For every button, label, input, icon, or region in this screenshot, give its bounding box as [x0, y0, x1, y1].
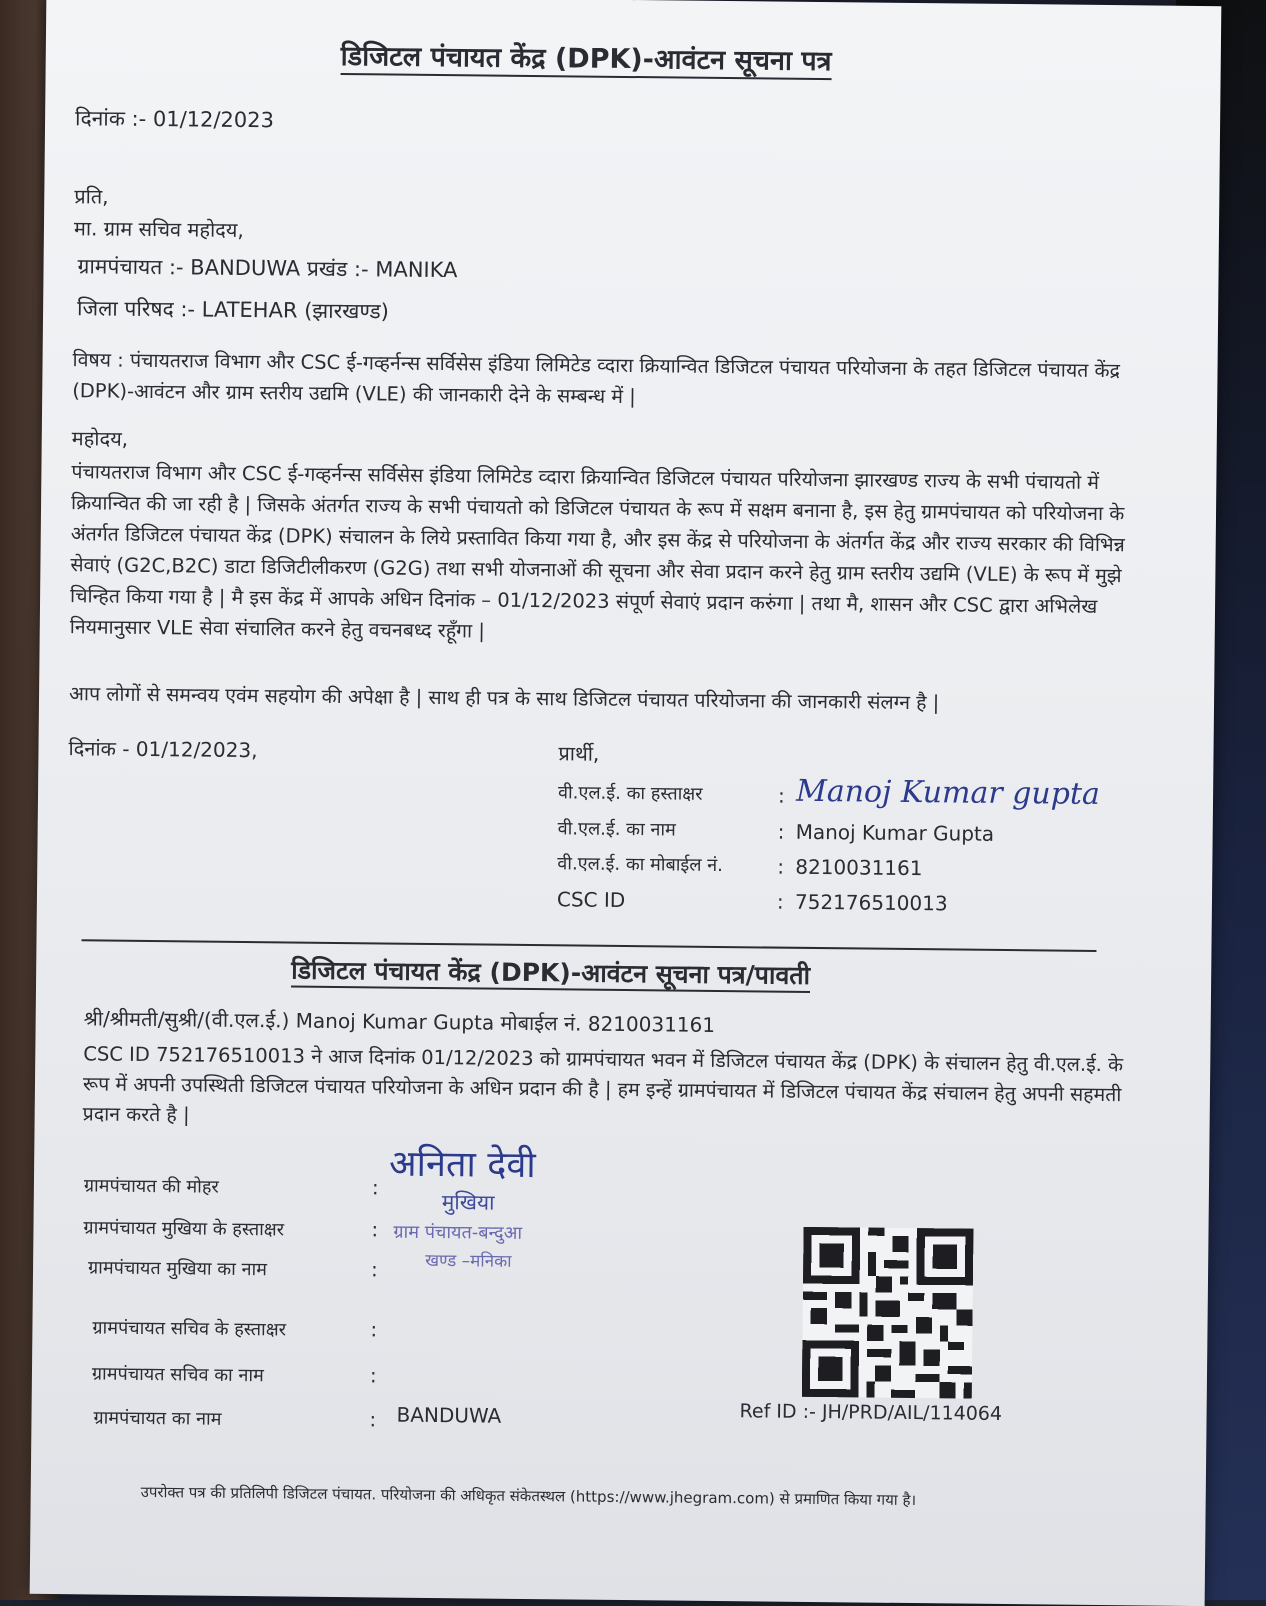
receipt-body: CSC ID 752176510013 ने आज दिनांक 01/12/2023 को ग्रामपंचायत भवन में डिजिटल पंचायत केंद्र (DPK) के संचालन हेतु वी.एल.ई. के रूप में अपनी उपस्थिती डिजिटल पंचायत परियोजना के अधिन प्रदान की है | हम इन्हें ग्रामपंचायत में डिजिटल पंचायत केंद्र संचालन हेतु अपनी सहमती प्रदान करते है |: [82, 1042, 1124, 1127]
sachiv-signature-label: ग्रामपंचायत सचिव के हस्ताक्षर: [92, 1317, 287, 1341]
vle-mobile-label: वी.एल.ई. का मोबाईल नं.: [557, 853, 724, 877]
letter-title: डिजिटल पंचायत केंद्र (DPK)-आवंटन सूचना पत्र: [341, 45, 832, 80]
to-label: प्रति,: [74, 184, 109, 209]
mukhiya-signature-label: ग्रामपंचायत मुखिया के हस्ताक्षर: [83, 1217, 285, 1241]
mukhiya-signature: अनिता देवी: [388, 1143, 536, 1187]
gp-seal-label: ग्रामपंचायत की मोहर: [83, 1175, 219, 1198]
colon: :: [777, 819, 785, 844]
gp-name-value: BANDUWA: [396, 1402, 502, 1428]
vle-name: Manoj Kumar Gupta: [795, 819, 995, 846]
vle-name-label: वी.एल.ई. का नाम: [557, 818, 676, 841]
district-line: जिला परिषद :- LATEHAR (झारखण्ड): [76, 296, 389, 324]
qr-code: [802, 1227, 974, 1399]
request-line: आप लोगों से समन्वय एवंम सहयोग की अपेक्षा है | साथ ही पत्र के साथ डिजिटल पंचायत परियोजना की जानकारी संलग्न है |: [68, 682, 940, 715]
subject: विषय : पंचायतराज विभाग और CSC ई-गव्हर्नन्स सर्विसेस इंडिया लिमिटेड व्दारा क्रियान्वित डिजिटल पंचायत परियोजना के तहत डिजिटल पंचायत केंद्र (DPK)-आवंटन और ग्राम स्तरीय उद्यमि (VLE) की जानकारी देने के सम्बन्ध में |: [72, 348, 1120, 409]
colon: :: [776, 889, 784, 914]
section-divider: [81, 939, 1096, 952]
csc-id-label: CSC ID: [556, 887, 626, 913]
colon: :: [370, 1317, 378, 1342]
addressee: मा. ग्राम सचिव महोदय,: [73, 216, 244, 242]
gram-panchayat-line: ग्रामपंचायत :- BANDUWA प्रखंड :- MANIKA: [77, 254, 458, 283]
footer-note: उपरोक्त पत्र की प्रतिलिपी डिजिटल पंचायत. परियोजना की अधिकृत संकेतस्थल (https://www.jhegram.com) से प्रमाणित किया गया है।: [140, 1482, 917, 1510]
vle-mobile: 8210031161: [795, 854, 923, 881]
letter-body: पंचायतराज विभाग और CSC ई-गव्हर्नन्स सर्विसेस इंडिया लिमिटेड व्दारा क्रियान्वित डिजिटल पंचायत परियोजना झारखण्ड राज्य के सभी पंचायतो में क्रियान्वित की जा रही है | जिसके अंतर्गत राज्य के सभी पंचायतो को डिजिटल पंचायत के रूप में सक्षम बनाना है, इस हेतु ग्रामपंचायत को परियोजना के अंतर्गत डिजिटल पंचायत केंद्र (DPK) संचालन के लिये प्रस्तावित किया गया है, और इस केंद्र से परियोजना के अंतर्गत केंद्र और राज्य सरकार की विभिन्न सेवाएं (G2C,B2C) डाटा डिजिटीलीकरण (G2G) तथा सभी योजनाओं की सूचना और सेवा प्रदान करने हेतु ग्राम स्तरीय उद्यमि (VLE) के रूप में मुझे चिन्हित किया गया है | मै इस केंद्र में आपके अधिन दिनांक – 01/12/2023 संपूर्ण सेवाएं प्रदान करुंगा | तथा मै, शासन और CSC द्वारा अभिलेख नियमानुसार VLE सेवा संचालित करने हेतु वचनबध्द रहूँगा |: [69, 460, 1125, 643]
letter-date: दिनांक :- 01/12/2023: [74, 106, 275, 133]
colon: :: [777, 854, 785, 879]
vle-signature: Manoj Kumar gupta: [795, 773, 1101, 812]
colon: :: [777, 783, 785, 808]
salutation: महोदय,: [71, 426, 129, 451]
csc-id: 752176510013: [794, 889, 948, 916]
colon: :: [371, 1175, 379, 1200]
stamp-block: खण्ड –मनिका: [425, 1250, 512, 1272]
applicant-label: प्रार्थी,: [558, 741, 600, 766]
colon: :: [369, 1363, 377, 1388]
mukhiya-name-label: ग्रामपंचायत मुखिया का नाम: [87, 1257, 268, 1281]
gp-name-label: ग्रामपंचायत का नाम: [93, 1407, 222, 1430]
receipt-title: डिजिटल पंचायत केंद्र (DPK)-आवंटन सूचना पत्र/पावती: [291, 959, 810, 993]
colon: :: [370, 1257, 378, 1282]
ref-id: Ref ID :- JH/PRD/AIL/114064: [739, 1400, 1003, 1425]
colon: :: [371, 1217, 379, 1242]
receipt-line: श्री/श्रीमती/सुश्री/(वी.एल.ई.) Manoj Kumar Gupta मोबाईल नं. 8210031161: [83, 1006, 716, 1037]
stamp-panchayat: ग्राम पंचायत-बन्दुआ: [393, 1221, 523, 1244]
sachiv-name-label: ग्रामपंचायत सचिव का नाम: [91, 1363, 264, 1387]
closing-date: दिनांक - 01/12/2023,: [68, 736, 258, 763]
letter-paper: [30, 0, 1222, 1606]
colon: :: [369, 1407, 377, 1432]
stamp-title: मुखिया: [441, 1190, 495, 1215]
vle-signature-label: वी.एल.ई. का हस्ताक्षर: [557, 782, 703, 805]
